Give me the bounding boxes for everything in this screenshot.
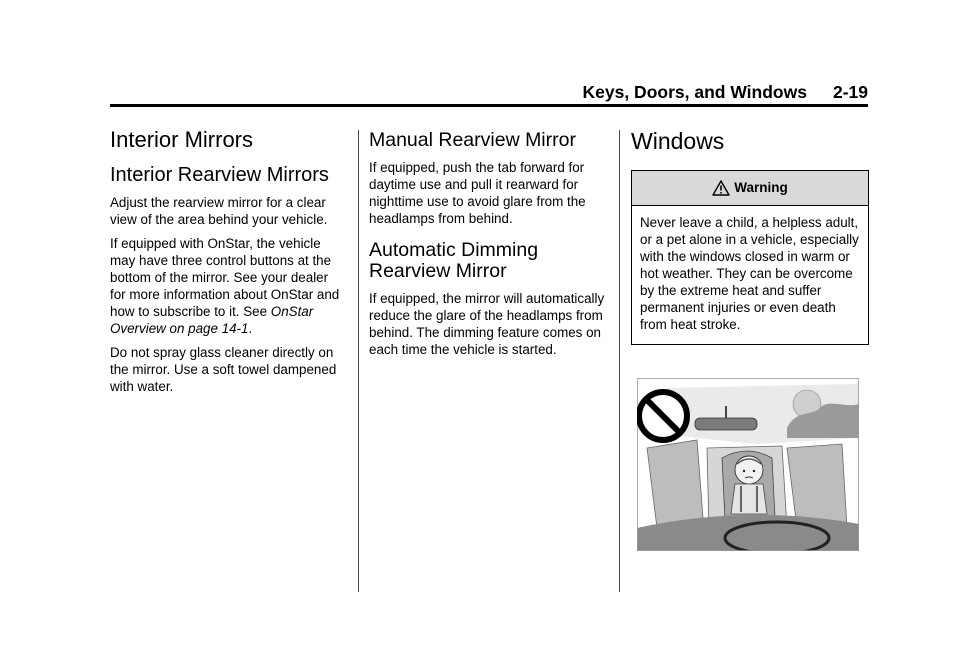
no-symbol-icon bbox=[639, 392, 687, 440]
column-windows bbox=[631, 124, 869, 345]
column-divider-2 bbox=[619, 130, 620, 592]
interior-rearview-mirrors-heading: Interior Rearview Mirrors bbox=[110, 164, 329, 186]
manual-rearview-paragraph: If equipped, push the tab forward for daytime use and pull it rearward for nighttime use to avoid glare from the headlamps from behind. bbox=[369, 160, 586, 226]
column-divider-1 bbox=[358, 130, 359, 592]
onstar-overview-link[interactable]: OnStar Overview on page 14-1 bbox=[110, 304, 314, 336]
interior-mirrors-heading: Interior Mirrors bbox=[110, 127, 254, 152]
column-rearview bbox=[369, 124, 609, 365]
page-header bbox=[110, 82, 868, 106]
onstar-period: . bbox=[248, 321, 253, 336]
column-interior-mirrors bbox=[110, 124, 346, 402]
warning-label: Warning bbox=[734, 180, 788, 195]
auto-dimming-paragraph: If equipped, the mirror will automatically reduce the glare of the headlamps from behind. The dimming feature comes on each time the vehicle is started. bbox=[369, 291, 605, 357]
child-alone-illustration bbox=[637, 378, 859, 551]
warning-header bbox=[632, 171, 868, 206]
warning-text: Never leave a child, a helpless adult, or a pet alone in a vehicle, especially with the windows closed in warm or hot weather. They can be overcome by the extreme heat and suffer permanent injuries or even death from heat stroke. bbox=[640, 215, 859, 332]
adjust-paragraph: Adjust the rearview mirror for a clear view of the area behind your vehicle. bbox=[110, 195, 328, 227]
header-rule bbox=[110, 104, 868, 107]
warning-body bbox=[632, 206, 868, 344]
auto-dimming-heading: Automatic Dimming Rearview Mirror bbox=[369, 239, 539, 282]
section-title: Keys, Doors, and Windows bbox=[582, 82, 807, 102]
onstar-paragraph bbox=[110, 235, 346, 337]
onstar-text: If equipped with OnStar, the vehicle may have three control buttons at the bottom of the mirror. See your dealer for more information about OnStar and how to subscribe to it. See bbox=[110, 236, 340, 319]
windows-heading: Windows bbox=[631, 128, 725, 154]
warning-box bbox=[631, 170, 869, 345]
glass-cleaner-paragraph: Do not spray glass cleaner directly on the mirror. Use a soft towel dampened with water. bbox=[110, 345, 337, 394]
manual-rearview-heading: Manual Rearview Mirror bbox=[369, 129, 576, 151]
warning-triangle-icon bbox=[712, 180, 730, 196]
page-number: 2-19 bbox=[832, 82, 868, 102]
